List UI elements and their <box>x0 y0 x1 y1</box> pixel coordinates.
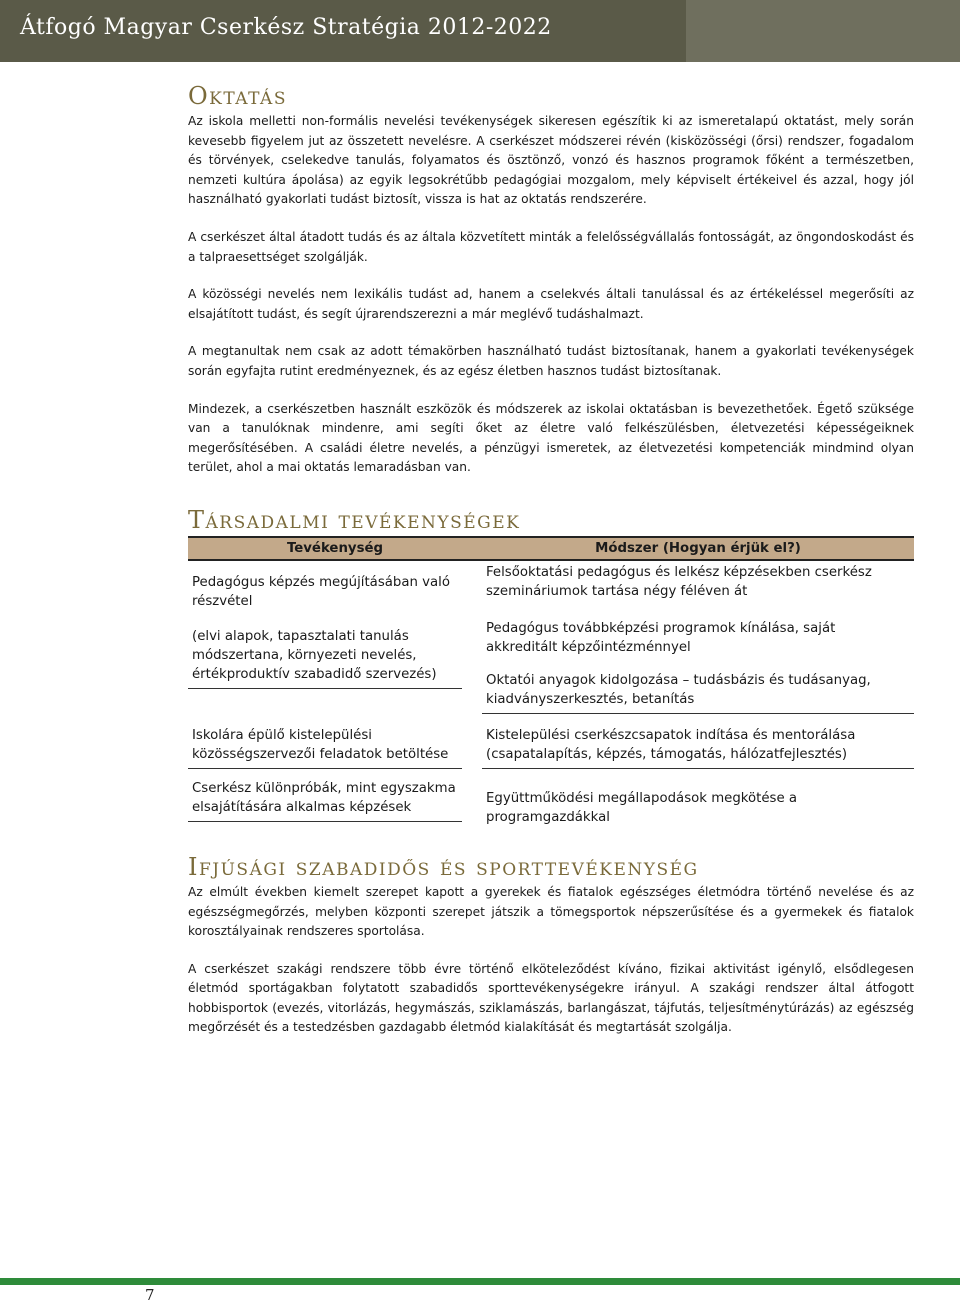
table-row <box>188 714 914 769</box>
paragraph: Az elmúlt években kiemelt szerepet kapott a gyerekek és fiatalok egészséges életmódra történő nevelése és az egészségmegőrzés, melyben központi szerepet játszik a tömegsportok népszerűsítése és a gyermekek és fiatalok korosztályainak rendszeres sportolása. <box>188 884 914 939</box>
activity-text: Iskolára épülő kistelepülési közösségszervezői feladatok betöltése <box>192 727 449 762</box>
paragraph: A cserkészet szakági rendszere több évre történő elköteleződést kíváno, fizikai aktivitást igénylő, elsődlegesen életmód sportágakban folytatott szabadidős sporttevékenységekre irányul. A szakági rendszer által átfogott hobbisportok (evezés, vitorlázás, hegymászás, sziklamászás, barlangászat, tájfutás, teljesítménytúrázás) az egészség megőrzését és a testedzésben gazdagabb életmód kialakítását és megtartását szolgálja. <box>188 961 914 1035</box>
section-title-oktatas: Oktatás <box>188 82 287 110</box>
page-number: 7 <box>145 1286 155 1304</box>
activity-cell <box>188 561 462 689</box>
method-text: Együttműködési megállapodások megkötése a programgazdákkal <box>486 790 798 825</box>
activities-table <box>188 536 914 827</box>
table-header-row <box>188 537 914 560</box>
method-text: Pedagógus továbbképzési programok kínálása, saját akkreditált képzőintézménnyel <box>486 620 836 655</box>
paragraph: A közösségi nevelés nem lexikális tudást ad, hanem a cselekvés általi tanulással és az értékeléssel megerősíti az elsajátított tudást, és segít újrarendszerezni a már meglévő tudáshalmazt. <box>188 287 914 321</box>
method-text: Kistelepülési cserkészcsapatok indítása és mentorálása (csapatalapítás, képzés, támogatás, hálózatfejlesztés) <box>482 714 914 769</box>
method-text: Felsőoktatási pedagógus és lelkész képzésekben cserkész szemináriumok tartása négy féléven át <box>486 564 872 599</box>
activity-text: Pedagógus képzés megújításában való részvétel <box>192 574 450 609</box>
column-header-activity: Tevékenység <box>188 537 482 560</box>
paragraph: Az iskola melletti non-formális nevelési tevékenységek sikeresen egészítik ki az ismeretalapú oktatást, mely során kevesebb figyelem jut az összetett nevelésre. A cserkészet módszerei révén (kisközösségi (őrsi) rendszer, fogadalom és törvények, cselekedve tanulás, folyamatos és ösztönző, vonzó és hasznos programok főként a természetben, nemzeti kultúra ápolása) az egyik legsokrétűbb pedagógiai mozgalom, mely képviselt értékeivel és azzal, hogy jól használható gyakorlati tudást biztosít, vissza is hat az oktatás rendszerére. <box>188 114 914 207</box>
document-title: Átfogó Magyar Cserkész Stratégia 2012-2022 <box>20 15 552 40</box>
paragraph: A megtanultak nem csak az adott témakörben használható tudást biztosítanak, hanem a gyakorlati tevékenységek során egyfajta rutint eredményeznek, és az egész életben hasznos tudást biztosítanak. <box>188 344 914 378</box>
section-title-tarsadalmi: Társadalmi tevékenységek <box>188 505 521 534</box>
activity-cell <box>188 714 462 769</box>
header-bar <box>0 0 960 62</box>
activity-cell <box>188 769 462 822</box>
table-row <box>188 560 914 714</box>
activity-text: Cserkész különpróbák, mint egyszakma elsajátítására alkalmas képzések <box>192 780 456 815</box>
method-text: Oktatói anyagok kidolgozása – tudásbázis és tudásanyag, kiadványszerkesztés, betanítás <box>482 671 914 714</box>
paragraph: Mindezek, a cserkészetben használt eszközök és módszerek az iskolai oktatásban is bevezethetőek. Égető szüksége van a tanulóknak mindenre, ami segíti őket az életre való felkészülésben, életvezetési képességeiknek megerősítésében. A családi életre nevelés, a pénzügyi ismeretek, az életvezetési kompetenciák mindmind olyan terület, ahol a mai oktatás lemaradásban van. <box>188 401 914 475</box>
page-content <box>188 82 914 1056</box>
paragraph: A cserkészet által átadott tudás és az általa közvetített minták a felelősségvállalás fontosságát, az öngondoskodást és a talpraesettséget szolgálják. <box>188 229 914 264</box>
section-title-ifjusagi: Ifjúsági szabadidős és sporttevékenység <box>188 852 699 881</box>
footer-bar <box>0 1278 960 1285</box>
activity-note: (elvi alapok, tapasztalati tanulás módszertana, környezeti nevelés, értékproduktív szabadidő szervezés) <box>192 628 437 682</box>
column-header-method: Módszer (Hogyan érjük el?) <box>482 537 914 560</box>
table-row <box>188 769 914 827</box>
header-accent <box>686 0 960 62</box>
